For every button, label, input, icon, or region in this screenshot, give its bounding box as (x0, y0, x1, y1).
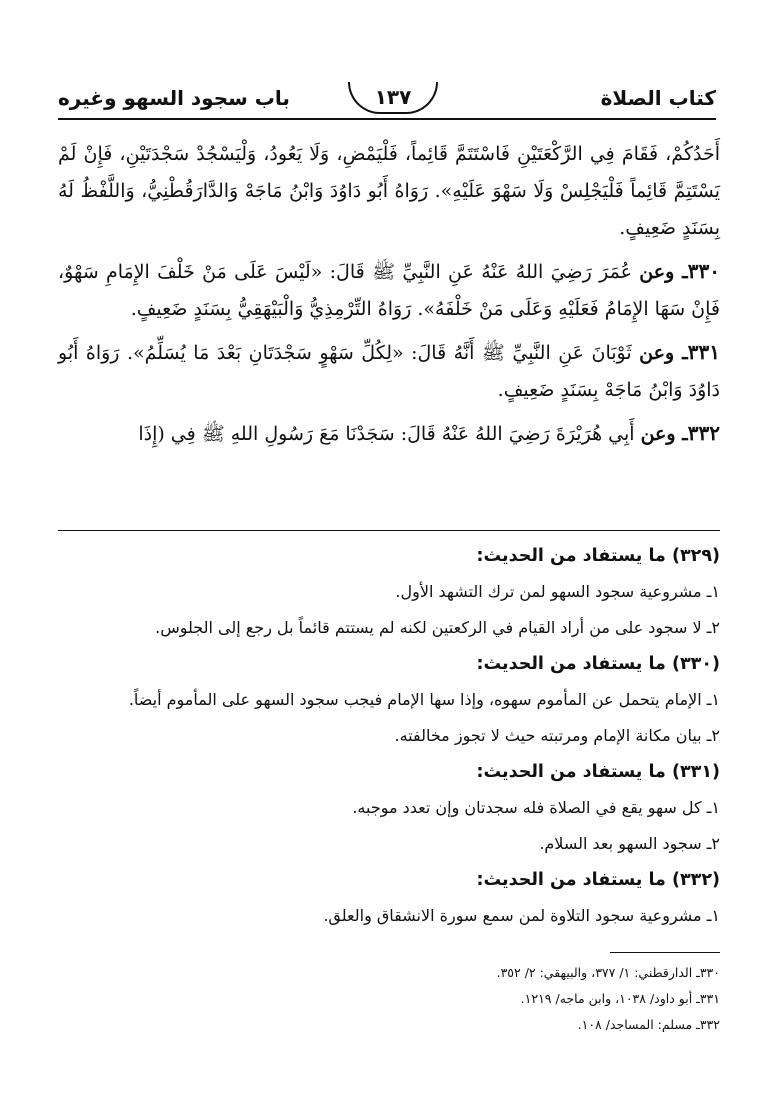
chapter-title: باب سجود السهو وغيره (58, 86, 290, 110)
benefits-heading: (٣٢٩) ما يستفاد من الحديث: (476, 546, 720, 566)
benefit-item: ٢ـ بيان مكانة الإمام ومرتبته حيث لا تجوز مخالفته. (394, 726, 720, 745)
hadith-body: أَبِي هُرَيْرَةَ رَضِيَ اللهُ عَنْهُ قَالَ: سَجَدْنَا مَعَ رَسُولِ اللهِ ﷺ فِي (إِذَا (138, 423, 635, 445)
hadith-continuation: أَحَدُكُمْ، فَقَامَ فِي الرَّكْعَتَيْنِ فَاسْتَتَمَّ قَائِماً، فَلْيَمْضِ، وَلَا يَعُودُ، وَلْيَسْجُدْ سَجْدَتَيْنِ، فَإِنْ لَمْ يَسْتَتِمَّ قَائِماً فَلْيَجْلِسْ وَلَا سَهْوَ عَلَيْهِ». رَوَاهُ أَبُو دَاوُدَ وَابْنُ مَاجَهْ وَالدَّارَقُطْنِيُّ، وَاللَّفْظُ لَهُ بِسَنَدٍ ضَعِيفٍ. (58, 143, 720, 239)
header-rule (58, 118, 716, 120)
hadith-body: ثَوْبَانَ عَنِ النَّبِيِّ ﷺ أَنَّهُ قَالَ: «لِكُلِّ سَهْوٍ سَجْدَتَانِ بَعْدَ مَا يُسَلِّمُ». رَوَاهُ أَبُو دَاوُدَ وَابْنُ مَاجَهْ بِسَنَدٍ ضَعِيفٍ. (58, 342, 720, 401)
benefit-item: ٢ـ لا سجود على من أراد القيام في الركعتين لكنه لم يستتم قائماً بل رجع إلى الجلوس. (155, 618, 720, 637)
hadith-number: ٣٣٠ (687, 259, 720, 283)
benefits-section (58, 538, 720, 934)
benefits-heading: (٣٣١) ما يستفاد من الحديث: (476, 762, 720, 782)
hadith-330 (58, 253, 720, 328)
footnote: ٣٣٠ـ الدارقطني: ١/ ٣٧٧، والبيهقي: ٢/ ٣٥٢. (496, 965, 720, 980)
footnote-rule (610, 952, 720, 953)
hadith-intro: ـ وعن (639, 342, 688, 364)
hadith-332 (58, 415, 720, 453)
hadith-number: ٣٣٢ (687, 421, 720, 445)
section-divider (58, 530, 720, 531)
hadith-number: ٣٣١ (687, 340, 720, 364)
footnote: ٣٣١ـ أبو داود/ ١٠٣٨، وابن ماجه/ ١٢١٩. (520, 991, 720, 1006)
footnote: ٣٣٢ـ مسلم: المساجد/ ١٠٨. (577, 1017, 720, 1032)
footnotes (58, 960, 720, 1038)
hadith-331 (58, 334, 720, 409)
benefits-heading: (٣٣٢) ما يستفاد من الحديث: (476, 870, 720, 890)
hadith-intro: ـ وعن (640, 423, 688, 445)
benefit-item: ١ـ الإمام يتحمل عن المأموم سهوه، وإذا سها الإمام فيجب سجود السهو على المأموم أيضاً. (128, 690, 720, 709)
hadith-intro: ـ وعن (639, 261, 688, 283)
benefit-item: ٢ـ سجود السهو بعد السلام. (539, 834, 720, 853)
benefits-heading: (٣٣٠) ما يستفاد من الحديث: (476, 654, 720, 674)
page-number: ١٣٧ (348, 82, 438, 114)
page-header (58, 86, 716, 120)
hadith-body: عُمَرَ رَضِيَ اللهُ عَنْهُ عَنِ النَّبِيِّ ﷺ قَالَ: «لَيْسَ عَلَى مَنْ خَلْفَ الإِمَامِ سَهْوٌ، فَإِنْ سَهَا الإِمَامُ فَعَلَيْهِ وَعَلَى مَنْ خَلْفَهُ». رَوَاهُ التِّرْمِذِيُّ وَالْبَيْهَقِيُّ بِسَنَدٍ ضَعِيفٍ. (58, 261, 720, 320)
benefit-item: ١ـ مشروعية سجود التلاوة لمن سمع سورة الانشقاق والعلق. (323, 906, 720, 925)
book-title: كتاب الصلاة (600, 86, 716, 110)
benefit-item: ١ـ كل سهو يقع في الصلاة فله سجدتان وإن تعدد موجبه. (352, 798, 720, 817)
hadith-text (58, 136, 720, 459)
benefit-item: ١ـ مشروعية سجود السهو لمن ترك التشهد الأول. (395, 582, 720, 601)
